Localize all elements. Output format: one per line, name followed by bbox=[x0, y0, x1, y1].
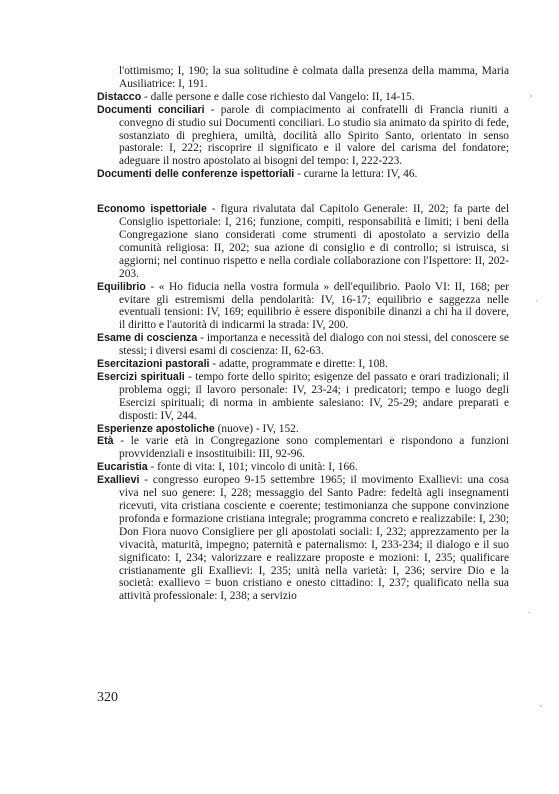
scan-speck bbox=[536, 300, 537, 302]
entry-text: - dalle persone e dalle cose richiesto dal Vangelo: II, 14-15. bbox=[141, 90, 415, 103]
entry-term: Equilibrio bbox=[97, 280, 146, 293]
index-entry-distacco bbox=[97, 91, 509, 104]
entry-term: Esercizi spirituali bbox=[97, 370, 185, 383]
entry-term: Esperienze apostoliche bbox=[97, 422, 215, 435]
entry-term: Esercitazioni pastorali bbox=[97, 358, 210, 371]
entry-term: Eucaristia bbox=[97, 461, 148, 474]
index-entry-documenti-conciliari bbox=[97, 104, 509, 169]
scan-speck bbox=[528, 612, 530, 613]
entry-term: Economo ispettoriale bbox=[97, 203, 207, 216]
entry-term: Distacco bbox=[97, 90, 142, 103]
index-entry-documenti-conferenze bbox=[97, 168, 509, 181]
index-entry-esercitazioni bbox=[97, 358, 509, 371]
index-entries bbox=[97, 65, 509, 603]
index-entry-eta bbox=[97, 435, 509, 461]
entry-text: - parole di compiacimento ai confratelli di Francia riuniti a convegno di studio sui Documenti conciliari. Lo studio sia animato da spirito di fede, sostanziato di preghiera, umiltà, docilità allo Spirito Santo, orientato in senso pastorale: I, 222; riscoprire il significato e il valore del carisma del fondatore; adeguare il nostro apostolato ai bisogni del tempo: I, 222-223. bbox=[119, 103, 509, 168]
entry-term: Exallievi bbox=[97, 474, 140, 487]
entry-text: - le varie età in Congregazione sono complementari e rispondono a funzioni provvidenziali e insostituibili: III, 92-96. bbox=[113, 435, 509, 461]
index-entry-esperienze bbox=[97, 423, 509, 436]
section-gap bbox=[97, 181, 509, 203]
entry-term: Documenti delle conferenze ispettoriali bbox=[97, 168, 295, 181]
entry-text: - fonte di vita: I, 101; vincolo di unità: I, 166. bbox=[147, 461, 358, 474]
index-entry-exallievi bbox=[97, 474, 509, 603]
entry-text: - figura rivalutata dal Capitolo Generale: II, 202; fa parte del Consiglio ispettoriale: I, 216; funzione, compiti, responsabilità e limiti; i beni della Congregazione siano considerati come strumenti di apostolato a servizio della comunità religiosa: II, 202; sua azione di consiglio e di controllo; si istruisca, si aggiorni; nel continuo rispetto e nella cordiale collaborazione con l'Ispettore: II, 202-203. bbox=[119, 203, 509, 280]
entry-term: Età bbox=[97, 435, 114, 448]
entry-text: - curarne la lettura: IV, 46. bbox=[294, 168, 418, 181]
index-entry-esame bbox=[97, 332, 509, 358]
entry-text: - « Ho fiducia nella vostra formula » dell'equilibrio. Paolo VI: II, 168; per evitare gli estremismi della pendolarità: IV, 16-17; equilibrio e saggezza nelle eventuali tensioni: IV, 169; equilibrio è essere disponibile dinanzi a chi ha il dovere, il diritto e l'autorità di indicarmi la strada: IV, 200. bbox=[119, 280, 509, 332]
index-entry-eucaristia bbox=[97, 461, 509, 474]
entry-term: Esame di coscienza bbox=[97, 332, 198, 345]
entry-text: - importanza e necessità del dialogo con noi stessi, del conoscere se stessi; i diversi esami di coscienza: II, 62-63. bbox=[119, 332, 509, 358]
scan-speck bbox=[540, 705, 542, 707]
entry-text: - tempo forte dello spirito; esigenze del passato e orari tradizionali; il problema oggi; il lavoro personale: IV, 23-24; i predicatori; tempo e luogo degli Esercizi spirituali; di norma in ambiente salesiano: IV, 25-29; andare preparati e disposti: IV, 244. bbox=[119, 370, 509, 422]
entry-text: - congresso europeo 9-15 settembre 1965; il movimento Exallievi: una cosa viva nel suo genere: I, 228; messaggio del Santo Padre: fedeltà agli insegnamenti ricevuti, vita cristiana cosciente e coerente; testimonianza che suppone convinzione profonda e formazione cristiana integrale; programma concreto e realizzabile: I, 230; Don Fiora nuovo Consigliere per gli apostolati sociali: I, 232; apprezzamento per la vivacità, maturità, impegno; paternità e paternalismo: I, 233-234; il dialogo e il suo significato: I, 234; valorizzare e realizzare proposte e mozioni: I, 235; qualificare cristianamente gli Exallievi: I, 235; unità nella varietà: I, 236; servire Dio e la società: exallievo = buon cristiano e onesto cittadino: I, 237; qualificato nella sua attività professionale: I, 238; a servizio bbox=[119, 474, 509, 603]
index-entry-esercizi bbox=[97, 371, 509, 423]
index-entry-continuation: l'ottimismo; I, 190; la sua solitudine è colmata dalla presenza della mamma, Maria Ausiliatrice: I, 191. bbox=[119, 65, 509, 90]
entry-term: Documenti conciliari bbox=[97, 103, 205, 116]
index-entry-economo bbox=[97, 203, 509, 280]
entry-text: - adatte, programmate e dirette: I, 108. bbox=[209, 358, 388, 371]
index-entry-equilibrio bbox=[97, 281, 509, 333]
scan-speck bbox=[530, 95, 532, 97]
entry-text: (nuove) - IV, 152. bbox=[214, 422, 299, 435]
page-number: 320 bbox=[97, 690, 118, 705]
